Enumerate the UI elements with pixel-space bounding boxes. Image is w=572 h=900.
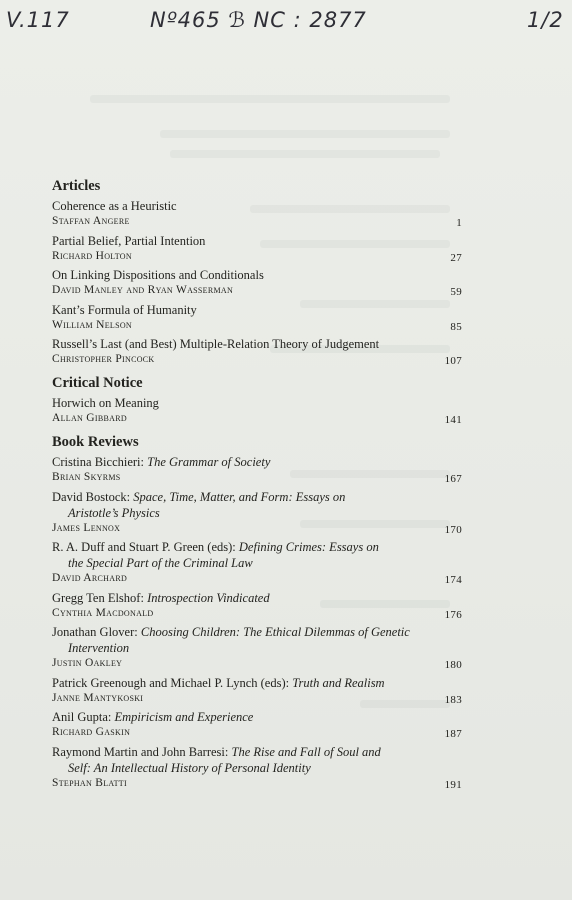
critical-notice-section [52,374,462,426]
volume-note: V.117 [6,8,70,32]
book-title-continuation: Self: An Intellectual History of Personal Identity [68,760,311,775]
page-number: 59 [450,286,462,298]
reviewer-name: Brian Skyrms [52,471,121,483]
entry-title [52,539,462,571]
articles-section [52,177,462,367]
entry-author [52,776,462,791]
page-fraction-note: 1/2 [527,8,564,32]
author-name: Allan Gibbard [52,412,127,424]
author-name: Christopher Pincock [52,353,155,365]
book-title: Introspection Vindicated [147,590,270,605]
page-number: 183 [444,693,462,706]
author-name: Richard Holton [52,249,132,262]
book-title: The Rise and Fall of Soul and [231,744,381,759]
book-title-continuation: Intervention [68,641,130,655]
entry-title [52,590,462,606]
book-author: Patrick Greenough and Michael P. Lynch (eds): [52,675,293,690]
reviewer-name: Janne Mantykoski [52,691,144,704]
entry-author [52,606,462,621]
author-name: William Nelson [52,318,133,331]
book-title: Space, Time, Matter, and Form: Essays on [133,489,346,504]
reviewer-name: David Archard [52,572,128,584]
book-title: The Grammar of Society [147,455,271,469]
page-number: 1 [456,217,462,229]
book-title-continuation: the Special Part of the Criminal Law [68,556,253,570]
book-author: Gregg Ten Elshof: [52,590,148,605]
book-author: Cristina Bicchieri: [52,455,148,469]
toc-entry [52,539,462,586]
book-reviews-section [52,433,462,791]
entry-title [52,489,462,521]
entry-title: Horwich on Meaning [52,396,159,410]
toc-entry [52,675,462,706]
handwritten-annotation [0,8,572,42]
toc-entry [52,302,462,333]
page-number: 191 [444,778,462,791]
entry-title [52,624,462,656]
reviewer-name: Richard Gaskin [52,726,131,738]
toc-entry [52,395,462,426]
book-title: Defining Crimes: Essays on [238,540,379,554]
page-number: 167 [444,473,462,485]
book-author: Anil Gupta: [52,710,115,724]
book-author: Raymond Martin and John Barresi: [52,744,232,759]
section-heading: Articles [52,178,101,194]
book-author: R. A. Duff and Stuart P. Green (eds): [52,540,239,554]
book-title: Choosing Children: The Ethical Dilemmas of Genetic [140,625,410,639]
toc-entry [52,267,462,298]
entry-author [52,691,462,706]
entry-author [52,571,462,586]
toc-entry [52,233,462,264]
toc-entry [52,590,462,621]
page-number: 180 [444,659,462,671]
entry-author [52,283,462,298]
entry-author [52,725,462,740]
page-number: 27 [450,251,462,264]
book-title-continuation: Aristotle’s Physics [68,505,160,520]
entry-title [52,744,462,776]
section-heading: Critical Notice [52,375,143,391]
entry-title: Kant’s Formula of Humanity [52,302,197,317]
entry-title [52,454,462,470]
entry-title: Russell’s Last (and Best) Multiple-Relation Theory of Judgement [52,337,380,351]
entry-author [52,214,462,229]
toc-entry [52,489,462,536]
page-number: 107 [444,355,462,367]
book-author: David Bostock: [52,489,134,504]
page-number: 187 [444,728,462,740]
page-number: 141 [444,414,462,426]
entry-title: Partial Belief, Partial Intention [52,233,206,248]
page-number: 174 [444,574,462,586]
author-name: Staffan Angere [52,215,130,227]
reviewer-name: Justin Oakley [52,657,123,669]
book-title: Empiricism and Experience [114,710,254,724]
entry-author [52,352,462,367]
entry-author [52,318,462,333]
entry-author [52,521,462,536]
toc-entry [52,198,462,229]
entry-author [52,411,462,426]
toc-entry [52,709,462,740]
entry-author [52,656,462,671]
table-of-contents [52,177,462,791]
page-number: 176 [444,608,462,621]
entry-title: On Linking Dispositions and Conditionals [52,268,264,282]
entry-title: Coherence as a Heuristic [52,199,177,213]
book-title: Truth and Realism [292,675,385,690]
reviewer-name: James Lennox [52,521,121,534]
entry-title [52,675,462,691]
reviewer-name: Stephan Blatti [52,776,127,789]
reviewer-name: Cynthia Macdonald [52,606,154,619]
entry-title [52,709,462,725]
page-number: 170 [444,523,462,536]
toc-entry [52,454,462,485]
book-author: Jonathan Glover: [52,625,141,639]
author-name: David Manley and Ryan Wasserman [52,284,234,296]
toc-entry [52,744,462,791]
toc-entry [52,624,462,671]
toc-entry [52,336,462,367]
entry-author [52,470,462,485]
entry-author [52,249,462,264]
page-number: 85 [450,320,462,333]
section-heading: Book Reviews [52,434,139,450]
catalog-note: Nº465 ℬ NC : 2877 [150,8,367,32]
